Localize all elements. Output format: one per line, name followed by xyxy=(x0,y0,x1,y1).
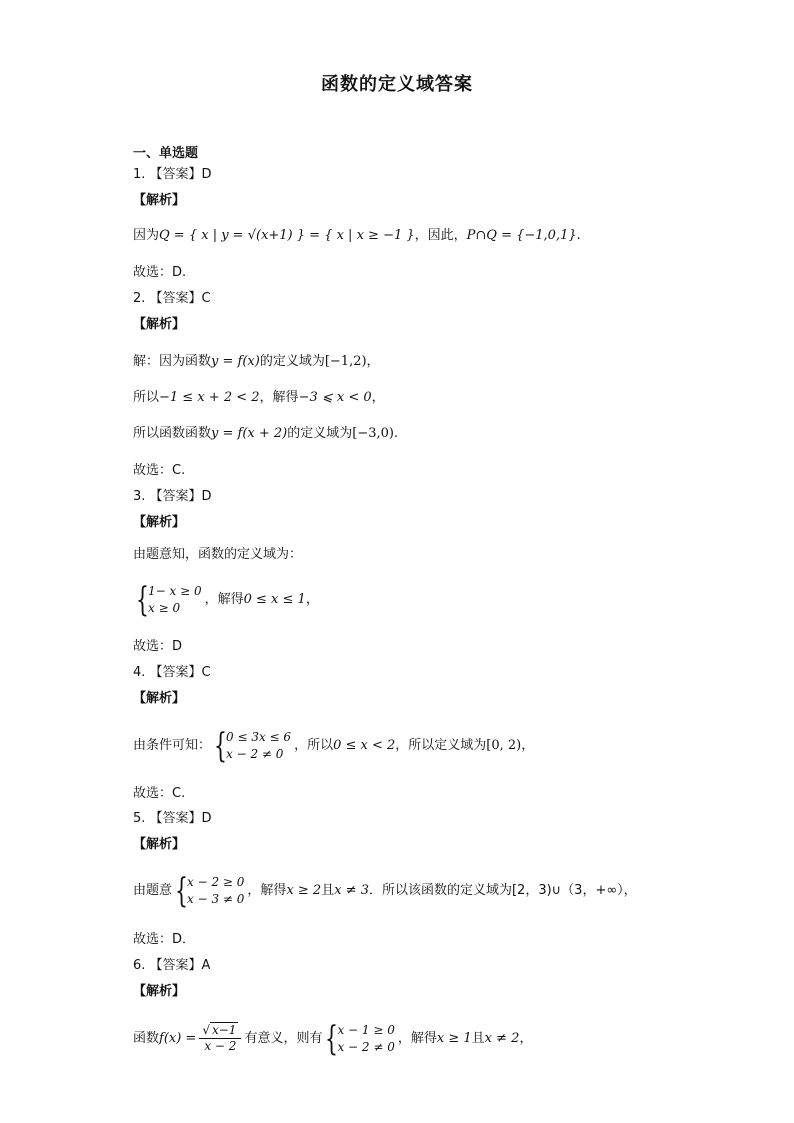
q4-text-b: ，所以定义域为 xyxy=(395,738,487,753)
q3-text-a: ，解得 xyxy=(204,592,244,607)
q5-analysis-label: 【解析】 xyxy=(133,837,186,852)
q3-system-line xyxy=(133,580,319,620)
brace-icon: { xyxy=(175,870,188,911)
q6-solution-line xyxy=(133,1019,532,1059)
brace-icon: { xyxy=(136,579,149,620)
q2-solution-line-2 xyxy=(133,389,385,407)
q3-intro: 由题意知，函数的定义域为： xyxy=(133,547,303,562)
q3-system-row-1: 1− x ≥ 0 xyxy=(148,583,202,598)
q1-set-intersection: P∩Q = {−1,0,1} xyxy=(466,228,577,243)
q6-lead: 函数 xyxy=(133,1031,160,1046)
q6-equation-system xyxy=(325,1018,395,1059)
q2-l1-text-b: 的定义域为 xyxy=(259,354,325,369)
brace-icon: { xyxy=(325,1018,339,1059)
q6-result-1: x ≥ 1 xyxy=(436,1031,472,1046)
q3-answer: 3. 【答案】D xyxy=(133,489,212,504)
q2-l3-interval: [−3,0) xyxy=(352,426,394,441)
q2-l3-formula: y = f(x + 2) xyxy=(211,426,288,441)
q6-result-2: x ≠ 2 xyxy=(484,1031,520,1046)
q4-system-row-2: x − 2 ≠ 0 xyxy=(226,746,284,761)
q2-l1-text-a: 解：因为函数 xyxy=(133,354,212,369)
q2-l1-text-c: ， xyxy=(366,354,380,369)
q1-solution-line xyxy=(133,227,581,245)
q4-result: 0 ≤ x < 2 xyxy=(333,738,396,753)
q4-text-a: ，所以 xyxy=(294,738,334,753)
q1-text-c: . xyxy=(576,228,581,243)
q3-result: 0 ≤ x ≤ 1 xyxy=(243,592,306,607)
q3-analysis-label: 【解析】 xyxy=(133,515,186,530)
q4-equation-system xyxy=(214,725,292,766)
q3-text-b: ， xyxy=(305,592,319,607)
q2-conclusion: 故选：C. xyxy=(133,463,186,478)
q2-l3-text-c: . xyxy=(393,426,399,441)
q2-answer: 2. 【答案】C xyxy=(133,291,211,306)
q6-numerator: √ x−1 xyxy=(199,1023,241,1039)
q1-answer: 1. 【答案】D xyxy=(133,167,212,182)
q5-lead: 由题意 xyxy=(133,883,173,898)
q6-analysis-label: 【解析】 xyxy=(133,984,186,999)
q6-fraction xyxy=(199,1023,241,1054)
q6-function-name: f(x) = xyxy=(159,1031,197,1046)
q4-interval: [0, 2) xyxy=(486,738,522,753)
q2-solution-line-3 xyxy=(133,425,398,443)
q4-analysis-label: 【解析】 xyxy=(133,691,186,706)
q6-system-row-1: x − 1 ≥ 0 xyxy=(337,1022,395,1037)
q4-conclusion: 故选：C. xyxy=(133,786,186,801)
q2-l3-text-a: 所以函数函数 xyxy=(133,426,212,441)
q4-system-row-1: 0 ≤ 3x ≤ 6 xyxy=(226,729,292,744)
q6-text-a: ，解得 xyxy=(397,1031,437,1046)
q4-answer: 4. 【答案】C xyxy=(133,665,211,680)
q2-l2-text-c: ， xyxy=(371,390,385,405)
q4-text-c: ， xyxy=(521,738,535,753)
q5-system-row-1: x − 2 ≥ 0 xyxy=(187,874,245,889)
q6-system-row-2: x − 2 ≠ 0 xyxy=(337,1039,395,1054)
q6-text-c: ， xyxy=(519,1031,533,1046)
q1-set-q: Q = { x | y = √(x+1) } = { x | x ≥ −1 } xyxy=(159,228,415,243)
q3-conclusion: 故选：D xyxy=(133,639,183,654)
q4-lead: 由条件可知： xyxy=(133,738,212,753)
q2-l1-interval: [−1,2) xyxy=(324,354,367,369)
q6-text-mid: 有意义，则有 xyxy=(244,1031,323,1046)
q2-analysis-label: 【解析】 xyxy=(133,317,186,332)
q2-l2-result: −3 ⩽ x < 0 xyxy=(298,390,372,405)
q5-solution-line xyxy=(133,871,637,911)
q5-system-row-2: x − 3 ≠ 0 xyxy=(187,891,245,906)
q1-analysis-label: 【解析】 xyxy=(133,193,186,208)
q1-conclusion: 故选：D. xyxy=(133,265,187,280)
q6-radicand: x−1 xyxy=(211,1023,237,1037)
q6-answer: 6. 【答案】A xyxy=(133,958,211,973)
q6-denominator: x − 2 xyxy=(204,1039,237,1053)
q6-text-b: 且 xyxy=(471,1031,485,1046)
q5-text-c: ．所以该函数的定义域为[2，3)∪（3，+∞）， xyxy=(368,883,637,898)
page-title: 函数的定义域答案 xyxy=(321,74,473,95)
q4-solution-line xyxy=(133,726,534,766)
q2-l2-text-a: 所以 xyxy=(133,390,160,405)
q5-answer: 5. 【答案】D xyxy=(133,811,212,826)
q3-system-row-2: x ≥ 0 xyxy=(148,600,181,615)
q2-solution-line-1 xyxy=(133,353,380,371)
q3-equation-system xyxy=(136,579,202,620)
q5-result-2: x ≠ 3 xyxy=(334,883,369,898)
section-heading: 一、单选题 xyxy=(133,146,199,161)
q5-result-1: x ≥ 2 xyxy=(286,883,322,898)
q2-l2-text-b: ，解得 xyxy=(259,390,299,405)
q2-l2-inequality: −1 ≤ x + 2 < 2 xyxy=(159,390,260,405)
q2-l1-formula: y = f(x) xyxy=(211,354,260,369)
brace-icon: { xyxy=(214,725,227,766)
q1-text-a: 因为 xyxy=(133,228,160,243)
q5-equation-system xyxy=(175,870,245,911)
q5-conclusion: 故选：D． xyxy=(133,932,196,947)
q5-text-b: 且 xyxy=(321,883,335,898)
q2-l3-text-b: 的定义域为 xyxy=(287,426,353,441)
q1-text-b: ，因此， xyxy=(414,228,467,243)
q5-text-a: ，解得 xyxy=(247,883,287,898)
